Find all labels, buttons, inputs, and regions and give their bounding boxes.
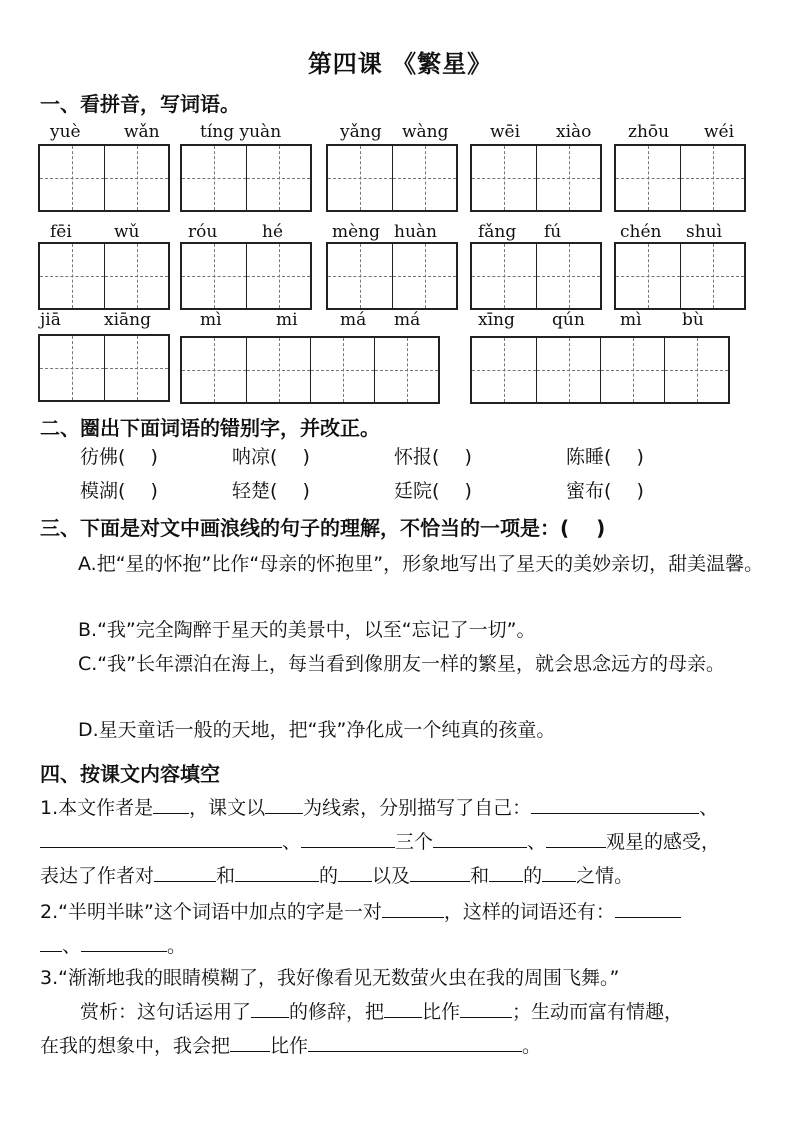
option-c: C.“我”长年漂泊在海上，每当看到像朋友一样的繁星，就会思念远方的母亲。 (78, 653, 725, 675)
blank[interactable] (433, 829, 527, 848)
pinyin: mì (200, 310, 222, 330)
blank[interactable] (265, 795, 303, 814)
pinyin: xīng (478, 310, 515, 330)
blank[interactable] (153, 795, 189, 814)
pinyin: fú (544, 222, 562, 242)
q1-line1: 1.本文作者是 ，课文以 为线索，分别描写了自己： 、 (40, 797, 719, 819)
blank[interactable] (40, 829, 282, 848)
blank[interactable] (301, 829, 395, 848)
writing-grid[interactable] (470, 242, 602, 310)
typo-item: 廷院( ) (394, 480, 472, 502)
typo-item: 模湖( ) (80, 480, 158, 502)
pinyin: yuè (50, 122, 81, 142)
q3-line1: 赏析：这句话运用了 的修辞，把 比作 ；生动而富有情趣， (80, 1001, 684, 1023)
q3-line2: 在我的想象中，我会把 比作 。 (40, 1035, 542, 1057)
writing-grid-4[interactable] (180, 336, 440, 404)
blank[interactable] (40, 933, 62, 952)
pinyin: wǎn (124, 122, 160, 142)
blank[interactable] (531, 795, 699, 814)
blank[interactable] (546, 829, 606, 848)
writing-grid[interactable] (38, 242, 170, 310)
typo-item: 怀报( ) (394, 446, 472, 468)
q2-line1: 2.“半明半昧”这个词语中加点的字是一对 ，这样的词语还有： (40, 896, 681, 928)
blank[interactable] (235, 863, 319, 882)
pinyin: tíng yuàn (200, 122, 282, 142)
pinyin: xiào (556, 122, 592, 142)
blank[interactable] (154, 863, 216, 882)
pinyin: fēi (50, 222, 72, 242)
pinyin: wǔ (114, 222, 140, 242)
blank[interactable] (542, 863, 576, 882)
typo-item: 呐凉( ) (232, 446, 310, 468)
pinyin: chén (620, 222, 662, 242)
pinyin: má (394, 310, 421, 330)
pinyin: huàn (394, 222, 437, 242)
typo-item: 轻楚( ) (232, 480, 310, 502)
writing-grid[interactable] (38, 144, 170, 212)
pinyin: wéi (704, 122, 735, 142)
pinyin: mèng (332, 222, 381, 242)
pinyin: róu (188, 222, 218, 242)
page-title: 第四课 《繁星》 (307, 50, 493, 78)
q2-line2: 、 。 (40, 930, 186, 962)
pinyin: shuì (686, 222, 723, 242)
blank[interactable] (615, 899, 681, 918)
section1-heading: 一、看拼音，写词语。 (40, 92, 240, 116)
section4-heading: 四、按课文内容填空 (40, 762, 220, 786)
pinyin: má (340, 310, 367, 330)
writing-grid[interactable] (614, 242, 746, 310)
pinyin: hé (262, 222, 284, 242)
writing-grid[interactable] (326, 144, 458, 212)
pinyin: mì (620, 310, 642, 330)
typo-item: 陈睡( ) (566, 446, 644, 468)
writing-grid[interactable] (38, 334, 170, 402)
writing-grid[interactable] (326, 242, 458, 310)
writing-grid[interactable] (180, 144, 312, 212)
section3-heading: 三、下面是对文中画浪线的句子的理解，不恰当的一项是：( ) (40, 516, 606, 540)
q1-line2: 、 三个 、 观星的感受， (40, 826, 720, 858)
blank[interactable] (410, 863, 470, 882)
option-a: A.把“星的怀抱”比作“母亲的怀抱里”，形象地写出了星天的美妙亲切，甜美温馨。 (78, 553, 764, 575)
blank[interactable] (460, 999, 512, 1018)
writing-grid[interactable] (614, 144, 746, 212)
writing-grid[interactable] (180, 242, 312, 310)
pinyin: yǎng (340, 122, 382, 142)
blank[interactable] (251, 999, 289, 1018)
pinyin: xiāng (104, 310, 151, 330)
section2-heading: 二、圈出下面词语的错别字，并改正。 (40, 416, 380, 440)
typo-item: 彷佛( ) (80, 446, 158, 468)
pinyin: mi (276, 310, 298, 330)
blank[interactable] (489, 863, 523, 882)
pinyin: qún (552, 310, 585, 330)
blank[interactable] (230, 1033, 270, 1052)
pinyin: zhōu (628, 122, 670, 142)
q1-line3: 表达了作者对 和 的 以及 和 的 之情。 (40, 865, 634, 887)
pinyin: bù (682, 310, 704, 330)
option-d: D.星天童话一般的天地，把“我”净化成一个纯真的孩童。 (78, 719, 556, 741)
pinyin: fǎng (478, 222, 517, 242)
pinyin: wēi (490, 122, 521, 142)
writing-grid-4[interactable] (470, 336, 730, 404)
pinyin: wàng (402, 122, 449, 142)
blank[interactable] (338, 863, 372, 882)
blank[interactable] (308, 1033, 522, 1052)
option-b: B.“我”完全陶醉于星天的美景中，以至“忘记了一切”。 (78, 619, 536, 641)
writing-grid[interactable] (470, 144, 602, 212)
blank[interactable] (382, 899, 444, 918)
blank[interactable] (384, 999, 422, 1018)
blank[interactable] (81, 933, 167, 952)
typo-item: 蜜布( ) (566, 480, 644, 502)
q3-quote: 3.“渐渐地我的眼睛模糊了，我好像看见无数萤火虫在我的周围飞舞。” (40, 967, 620, 989)
pinyin: jiā (40, 310, 61, 330)
